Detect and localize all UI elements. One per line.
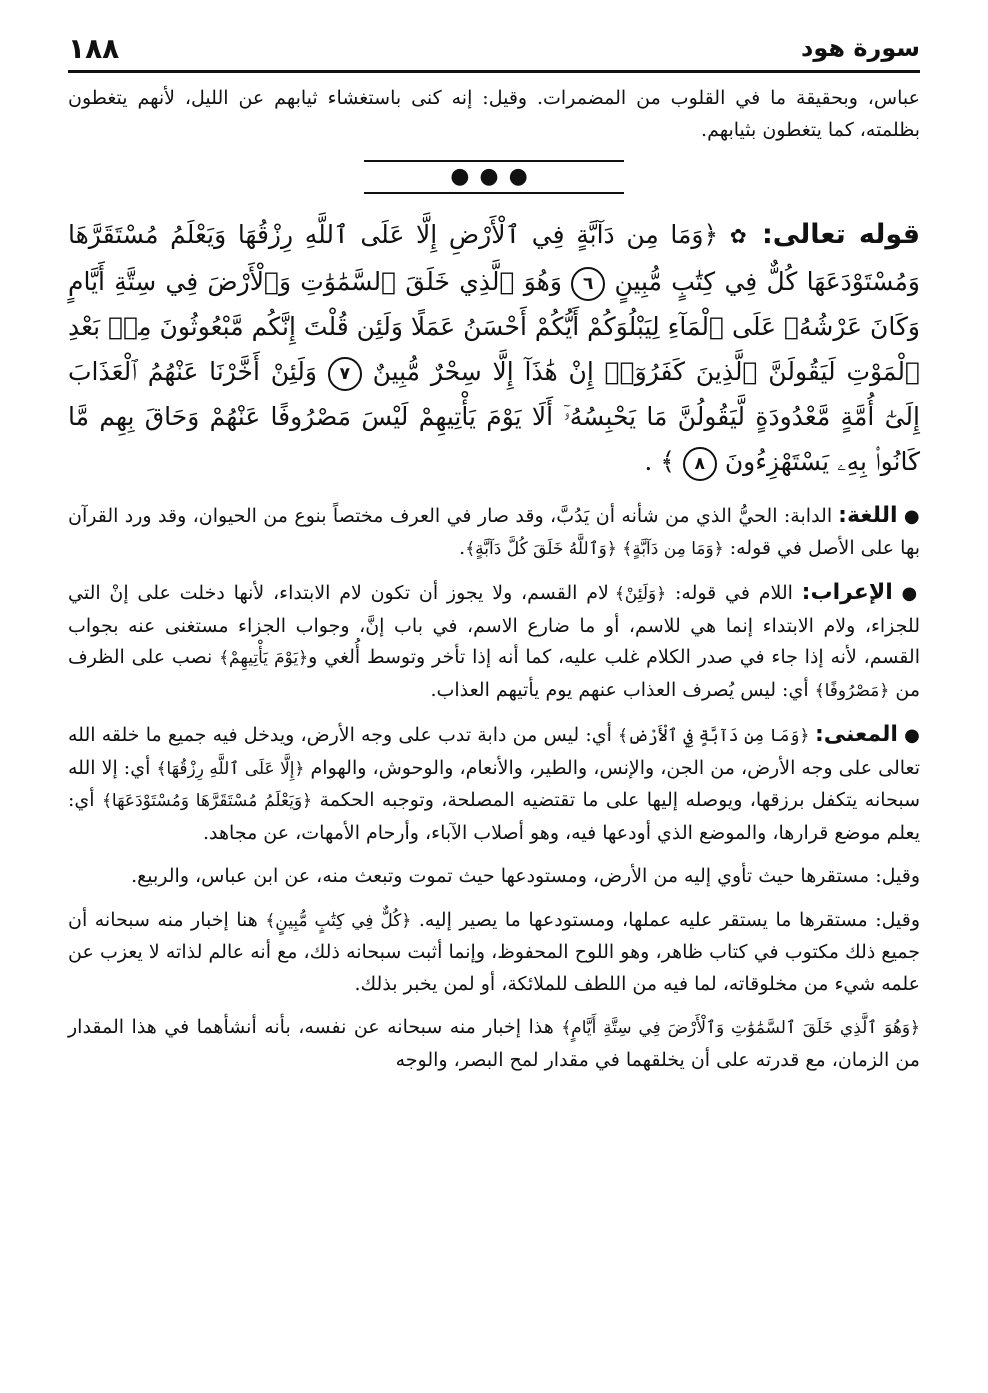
lugha-end: . [459,536,466,559]
maana-quote: ﴿وَيَعْلَمُ مُسْتَقَرَّهَا وَمُسْتَوْدَعَهَا﴾ [101,791,313,811]
page-header [68,30,920,70]
irab-quote: ﴿وَلَئِنْ﴾ [614,584,667,604]
ayah-number-marker: ٨ [683,447,717,481]
last-paragraph [68,1012,920,1076]
verse-text-part2: وَهُوَ ٱلَّذِي خَلَقَ ٱلسَّمَٰوَٰتِ وَٱلْأَرْضَ فِي سِتَّةِ أَيَّامٍ وَكَانَ عَرْشُهُۥ عَلَى ٱلْمَآءِ لِيَبْلُوَكُمْ أَيُّكُمْ أَحْسَنُ عَمَلًا وَلَئِن قُلْتَ إِنَّكُم مَّبْعُوثُونَ مِنۢ بَعْدِ ٱلْمَوْتِ لَيَقُولَنَّ ٱلَّذِينَ كَفَرُوٓا۟ إِنْ هَٰذَآ إِلَّا سِحْرٌ مُّبِينٌ [68,267,920,386]
lugha-heading: اللغة: [838,503,898,528]
header-rule [68,70,920,73]
qila2-text: هنا إخبار منه سبحانه أن جميع ذلك مكتوب في كتاب ظاهر، وهو اللوح المحفوظ، وإنما أثبت سبحانه ذلك، مع أنه عالم لذاته لا يعزب عن علمه شيء من مخلوقاته، لما فيه من اللطف للملائكة، أو لمن يخبر بذلك. [68,908,920,995]
irab-text: نصب على الظرف من [68,646,920,701]
qila-paragraph-1: وقيل: مستقرها حيث تأوي إليه من الأرض، ومستودعها حيث تموت وتبعث منه، عن ابن عباس، والربيع. [131,865,920,887]
bullet-icon: ● [901,583,920,604]
qila2-quote: ﴿كُلٌّ فِي كِتَٰبٍ مُّبِينٍ﴾ [265,910,412,931]
qila2-text: وقيل: مستقرها ما يستقر عليه عملها، ومستودعها ما يصير إليه. [411,908,920,931]
maana-quote: ﴿إِلَّا عَلَى ٱللَّهِ رِزْقُهَا﴾ [156,758,305,779]
irab-text: لام القسم، ولا يجوز أن تكون لام الابتداء، لأنها دخلت على إنْ التي للجزاء، ولام الابتداء إنما هي للاسم، أو ما ضارع الاسم، في باب إنَّ، وجواب الجزاء مستغنى عنه بجواب القسم، لأنه إذا جاء في صدر الكلام غلب عليه، كما أنه إذا تأخر وتوسط أُلغي و [68,582,920,668]
irab-paragraph [68,577,920,707]
irab-text: أي: ليس يُصرف العذاب عنهم يوم يأتيهم العذاب. [430,678,815,701]
page-number: ١٨٨ [68,32,120,65]
lugha-text: الدابة: الحيُّ الذي من شأنه أن يَدُبَّ، وقد صار في العرف مختصاً بنوع من الحيوان، وقد ورد القرآن بها على الأصل في قوله: [68,505,920,559]
surah-name: سورة هود [801,34,920,62]
qila-paragraph-2 [68,905,920,1001]
lugha-paragraph [68,500,920,565]
bullet-icon: ● [904,725,920,746]
bullet-icon: ● [903,506,920,527]
maana-text: أي: يعلم موضع قرارها، والموضع الذي أودعها فيه، وهو أصلاب الآباء، وأرحام الأمهات، عن مجاهد. [68,789,920,844]
verse-close: ﴾ . [644,447,675,476]
book-page [68,30,920,1370]
verse-label: قوله تعالى: [761,219,920,250]
maana-text: أي: ليس من دابة تدب على وجه الأرض، ويدخل فيه جميع ما خلقه الله تعالى على وجه الأرض، من الجن، والإنس، والطير، والأنعام، والوحوش، والهوام [68,724,920,779]
irab-text: اللام في قوله: [666,582,802,604]
verse-block [68,212,920,484]
ayah-number-marker: ٧ [328,357,362,391]
irab-quote: ﴿يَوْمَ يَأْتِيهِمْ﴾ [219,648,309,668]
separator-dots: ●●● [450,164,538,189]
irab-heading: الإعراب: [801,580,893,605]
maana-quote: ﴿وَمَا مِن دَآبَّةٍ فِي ٱلْأَرْضِ﴾ [617,726,815,746]
verse-text-part3: وَلَئِنْ أَخَّرْنَا عَنْهُمُ ٱلْعَذَابَ إِلَىٰٓ أُمَّةٍ مَّعْدُودَةٍ لَّيَقُولُنَّ مَا يَحْبِسُهُۥٓ أَلَا يَوْمَ يَأْتِيهِمْ لَيْسَ مَصْرُوفًا عَنْهُمْ وَحَاقَ بِهِم مَّا كَانُوا۟ بِهِۦ يَسْتَهْزِءُونَ [68,357,920,476]
last-text: هذا إخبار منه سبحانه عن نفسه، بأنه أنشأهما في هذا المقدار من الزمان، مع قدرته على أن يخلقهما في مقدار لمح البصر، والوجه [68,1016,920,1071]
last-quote: ﴿وَهُوَ ٱلَّذِي خَلَقَ ٱلسَّمَٰوَٰتِ وَٱلْأَرْضَ فِي سِتَّةِ أَيَّامٍ﴾ [561,1018,921,1038]
irab-quote: ﴿مَصْرُوفًا﴾ [814,680,890,701]
lugha-quote: ﴿وَمَا مِن دَآبَّةٍ﴾ ﴿وَٱللَّهُ خَلَقَ كُلَّ دَآبَّةٍ﴾ [465,538,724,559]
maana-heading: المعنى: [814,722,898,747]
intro-paragraph: عباس، وبحقيقة ما في القلوب من المضمرات. وقيل: إنه كنى باستغشاء ثيابهم عن الليل، لأنهم يتغطون بظلمته، كما يتغطون بثيابهم. [68,87,920,141]
flower-ornament-icon: ✿ [729,224,751,248]
verse-text-part1: ﴿وَمَا مِن دَآبَّةٍ فِي ٱلْأَرْضِ إِلَّا عَلَى ٱللَّهِ رِزْقُهَا وَيَعْلَمُ مُسْتَقَرَّهَا وَمُسْتَوْدَعَهَا كُلٌّ فِي كِتَٰبٍ مُّبِينٍ [68,220,920,296]
ayah-number-marker: ٦ [571,267,605,301]
maana-text: أي: إلا الله سبحانه يتكفل برزقها، ويوصله إليها على ما تقتضيه المصلحة، وتوجبه الحكمة [68,756,920,811]
maana-paragraph [68,719,920,849]
separator-bottom-line [364,192,624,194]
section-separator [364,160,624,194]
